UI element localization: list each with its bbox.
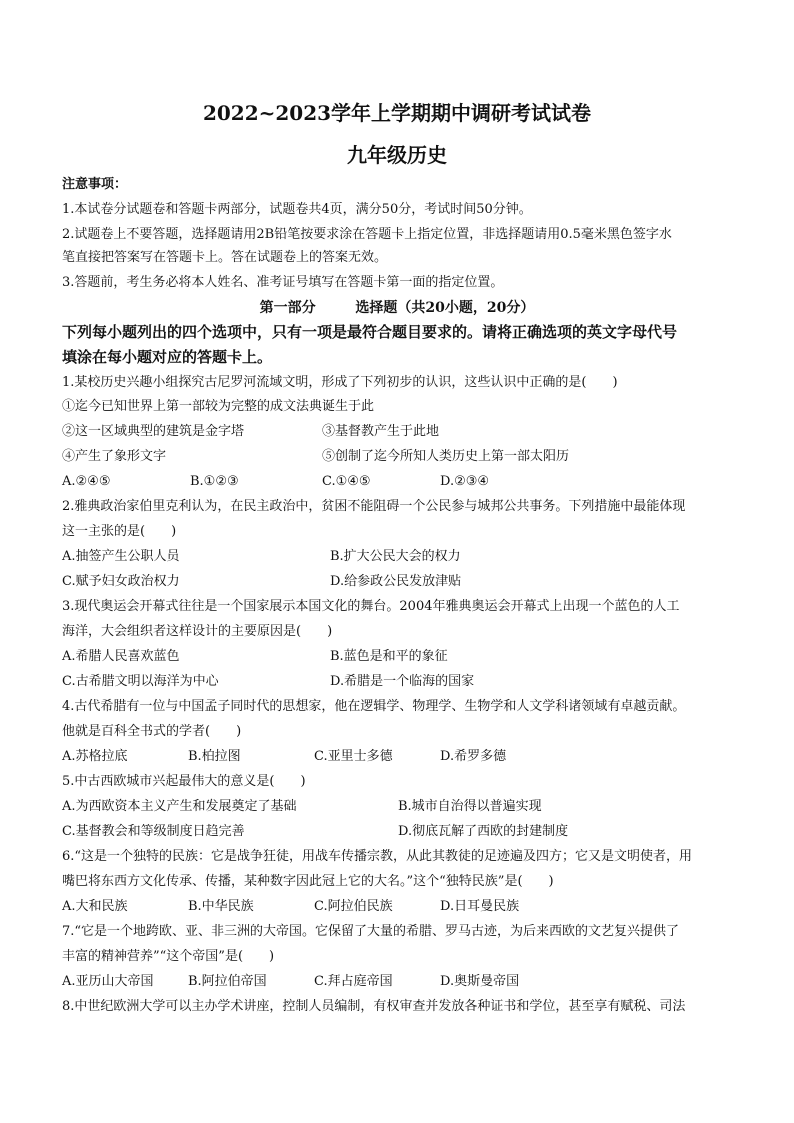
option-b: B.阿拉伯帝国 — [188, 974, 267, 989]
question-stem: 1.某校历史兴趣小组探究古尼罗河流域文明，形成了下列初步的认识，这些认识中正确的是( ) — [62, 375, 618, 390]
note-line: 2.试题卷上不要答题，选择题请用2B铅笔按要求涂在答题卡上指定位置，非选择题请用0.5毫米黑色签字水 — [62, 227, 672, 242]
section-heading — [0, 297, 794, 317]
option-b: B.城市自治得以普遍实现 — [398, 799, 542, 814]
note-line: 笔直接把答案写在答题卡上。答在试题卷上的答案无效。 — [62, 250, 388, 265]
question-stem: 他就是百科全书式的学者( ) — [62, 724, 242, 739]
question-item: ②这一区域典型的建筑是金字塔 — [62, 424, 245, 439]
notes-heading: 注意事项： — [62, 177, 128, 192]
question-stem: 2.雅典政治家伯里克利认为，在民主政治中，贫困不能阻碍一个公民参与城邦公共事务。下列措施中最能体现 — [62, 499, 686, 514]
instruction-line: 填涂在每小题对应的答题卡上。 — [62, 348, 273, 366]
option-c: C.阿拉伯民族 — [314, 899, 393, 914]
section-name: 选择题（共20小题，20分） — [355, 300, 535, 316]
option-a: A.亚历山大帝国 — [62, 974, 154, 989]
question-item: ①迄今已知世界上第一部较为完整的成文法典诞生于此 — [62, 399, 375, 414]
option-a: A.大和民族 — [62, 899, 128, 914]
option-b: B.柏拉图 — [188, 749, 241, 764]
option-d: D.彻底瓦解了西欧的封建制度 — [398, 824, 569, 839]
option-a: A.苏格拉底 — [62, 749, 128, 764]
question-stem: 7.“它是一个地跨欧、亚、非三洲的大帝国。它保留了大量的希腊、罗马古迹，为后来西欧的文艺复兴提供了 — [62, 924, 680, 939]
exam-subject: 九年级历史 — [347, 143, 447, 167]
option-a: A.抽签产生公职人员 — [62, 549, 180, 564]
option-b: B.①②③ — [190, 474, 239, 489]
question-stem: 5.中古西欧城市兴起最伟大的意义是( ) — [62, 774, 306, 789]
question-item: ⑤创制了迄今所知人类历史上第一部太阳历 — [322, 449, 570, 464]
option-a: A.为西欧资本主义产生和发展奠定了基础 — [62, 799, 297, 814]
question-stem: 嘴巴将东西方文化传承、传播，某种数字因此冠上它的大名。”这个“独特民族”是( ) — [62, 874, 554, 889]
option-d: D.②③④ — [440, 474, 490, 489]
instruction-line: 下列每小题列出的四个选项中，只有一项是最符合题目要求的。请将正确选项的英文字母代号 — [62, 323, 678, 341]
option-d: D.奥斯曼帝国 — [440, 974, 520, 989]
option-c: C.赋予妇女政治权力 — [62, 574, 180, 589]
question-stem: 8.中世纪欧洲大学可以主办学术讲座，控制人员编制，有权审查并发放各种证书和学位，甚至享有赋税、司法 — [62, 999, 686, 1014]
option-d: D.希罗多德 — [440, 749, 507, 764]
option-c: C.①④⑤ — [322, 474, 371, 489]
option-c: C.亚里士多德 — [314, 749, 393, 764]
question-stem: 海洋，大会组织者这样设计的主要原因是( ) — [62, 624, 333, 639]
question-stem: 这一主张的是( ) — [62, 524, 177, 539]
note-line: 1.本试卷分试题卷和答题卡两部分，试题卷共4页，满分50分，考试时间50分钟。 — [62, 202, 532, 217]
option-a: A.希腊人民喜欢蓝色 — [62, 649, 180, 664]
option-d: D.日耳曼民族 — [440, 899, 520, 914]
question-stem: 6.“这是一个独特的民族：它是战争狂徒，用战车传播宗教，从此其教徒的足迹遍及四方；它又是文明使者，用 — [62, 849, 693, 864]
option-c: C.古希腊文明以海洋为中心 — [62, 674, 219, 689]
question-item: ③基督教产生于此地 — [322, 424, 440, 439]
note-line: 3.答题前，考生务必将本人姓名、准考证号填写在答题卡第一面的指定位置。 — [62, 275, 504, 290]
option-b: B.中华民族 — [188, 899, 254, 914]
section-part: 第一部分 — [259, 300, 316, 316]
question-stem: 4.古代希腊有一位与中国孟子同时代的思想家，他在逻辑学、物理学、生物学和人文学科诸领域有卓越贡献。 — [62, 699, 686, 714]
option-b: B.扩大公民大会的权力 — [330, 549, 461, 564]
option-a: A.②④⑤ — [62, 474, 111, 489]
option-c: C.拜占庭帝国 — [314, 974, 393, 989]
question-item: ④产生了象形文字 — [62, 449, 167, 464]
option-d: D.希腊是一个临海的国家 — [330, 674, 475, 689]
option-c: C.基督教会和等级制度日趋完善 — [62, 824, 245, 839]
exam-title: 2022~2023学年上学期期中调研考试试卷 — [202, 101, 592, 125]
question-stem: 3.现代奥运会开幕式往往是一个国家展示本国文化的舞台。2004年雅典奥运会开幕式上出现一个蓝色的人工 — [62, 599, 680, 614]
option-d: D.给参政公民发放津贴 — [330, 574, 462, 589]
question-stem: 丰富的精神营养”“这个帝国”是( ) — [62, 949, 275, 964]
option-b: B.蓝色是和平的象征 — [330, 649, 448, 664]
